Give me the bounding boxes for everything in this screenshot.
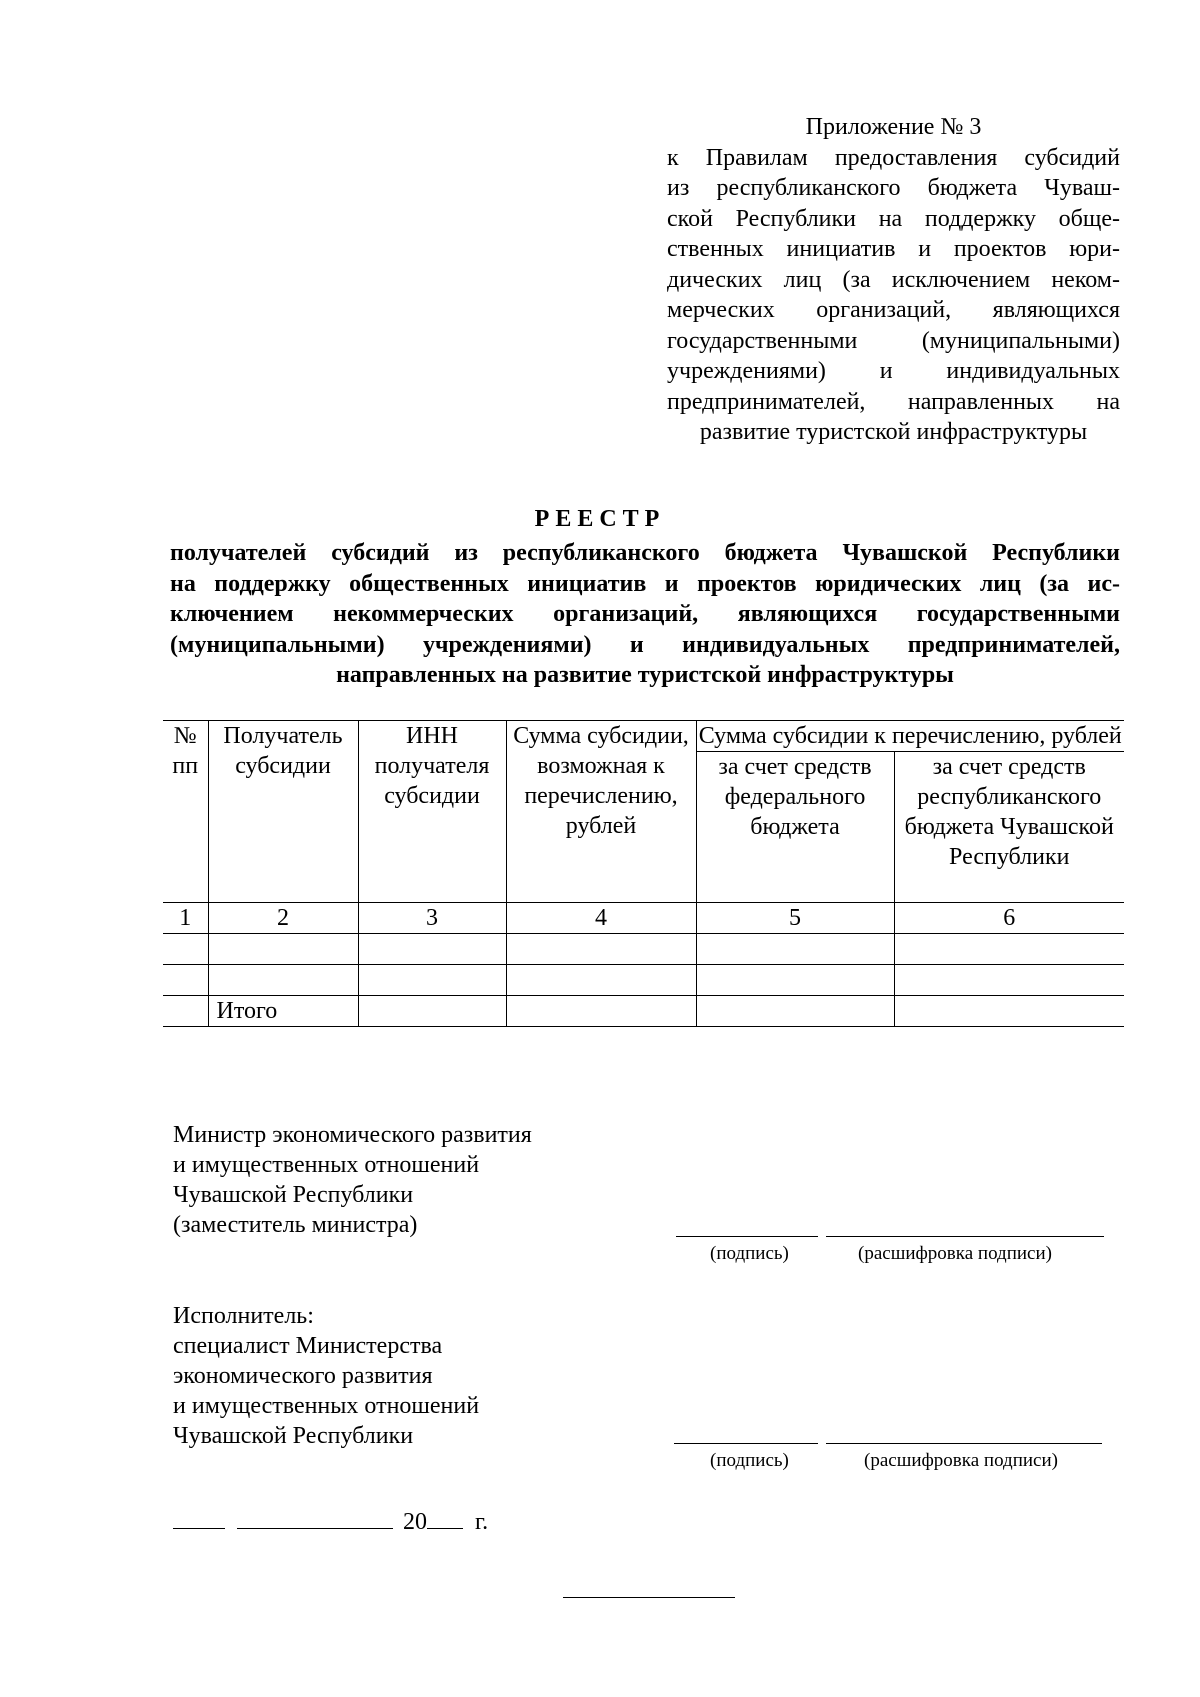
minister-line: Министр экономического развития (173, 1122, 532, 1148)
registry-subtitle-line: ключением некоммерческих организаций, являющихся государственными (170, 601, 1120, 627)
table-row (163, 934, 1124, 965)
table-cell (358, 934, 506, 965)
total-row (163, 996, 1124, 1027)
minister-decoding-caption: (расшифровка подписи) (858, 1243, 1052, 1264)
table-cell (358, 965, 506, 996)
table-cell (894, 934, 1124, 965)
table-cell (894, 996, 1124, 1027)
appendix-block (667, 112, 1120, 448)
column-number-row (163, 903, 1124, 934)
appendix-line: учреждениями) и индивидуальных (667, 358, 1120, 384)
header-republic: за счет средств республиканского бюджета Чувашской Республики (894, 752, 1124, 903)
date-year-prefix: 20 (403, 1509, 427, 1535)
appendix-line: ственных инициатив и проектов юри- (667, 236, 1120, 262)
table-cell (208, 934, 358, 965)
executor-decoding-caption: (расшифровка подписи) (864, 1450, 1058, 1471)
minister-block (173, 1120, 532, 1240)
total-label: Итого (208, 996, 358, 1027)
header-sum-possible: Сумма субсидии, возможная к перечислению, рублей (506, 721, 696, 903)
header-sum-transfer: Сумма субсидии к перечислению, рублей (696, 721, 1124, 752)
table-cell (163, 996, 208, 1027)
date-year-suffix: г. (475, 1509, 489, 1535)
executor-decoding-line (826, 1443, 1102, 1444)
executor-line: и имущественных отношений (173, 1393, 480, 1419)
table-cell (506, 965, 696, 996)
table-cell (163, 934, 208, 965)
table-cell (894, 965, 1124, 996)
date-day-blank (173, 1506, 225, 1529)
table-cell (696, 934, 894, 965)
executor-signature-line (674, 1443, 818, 1444)
header-num: № пп (163, 721, 208, 903)
registry-subtitle-line: на поддержку общественных инициатив и проектов юридических лиц (за ис- (170, 570, 1120, 597)
registry-subtitle (170, 538, 1120, 691)
appendix-line: дических лиц (за исключением неком- (667, 266, 1120, 293)
executor-line: Исполнитель: (173, 1303, 314, 1329)
minister-decoding-line (826, 1236, 1104, 1237)
appendix-line: к Правилам предоставления субсидий (667, 144, 1120, 171)
executor-line: специалист Министерства (173, 1333, 443, 1359)
appendix-line: развитие туристской инфраструктуры (699, 419, 1088, 445)
registry-subtitle-line: получателей субсидий из республиканского бюджета Чувашской Республики (170, 540, 1120, 566)
date-line (173, 1506, 488, 1537)
table-cell (358, 996, 506, 1027)
date-year-blank (427, 1506, 463, 1529)
table-header-row (163, 721, 1124, 752)
header-inn: ИНН получателя субсидии (358, 721, 506, 903)
registry-subtitle-line: (муниципальными) учреждениями) и индивидуальных предпринимателей, (170, 631, 1120, 658)
column-number: 6 (894, 903, 1124, 934)
executor-signature-caption: (подпись) (710, 1450, 789, 1471)
executor-line: экономического развития (173, 1363, 433, 1389)
minister-line: и имущественных отношений (173, 1152, 480, 1178)
header-recipient: Получатель субсидии (208, 721, 358, 903)
appendix-line: предпринимателей, направленных на (667, 388, 1120, 415)
registry-subtitle-line: направленных на развитие туристской инфраструктуры (336, 662, 954, 688)
executor-line: Чувашской Республики (173, 1423, 414, 1449)
column-number: 1 (163, 903, 208, 934)
appendix-number: Приложение № 3 (805, 114, 982, 140)
table-cell (208, 965, 358, 996)
table-cell (506, 996, 696, 1027)
column-number: 5 (696, 903, 894, 934)
footer-rule (563, 1597, 735, 1598)
column-number: 3 (358, 903, 506, 934)
column-number: 2 (208, 903, 358, 934)
column-number: 4 (506, 903, 696, 934)
executor-block (173, 1301, 479, 1451)
appendix-line: из республиканского бюджета Чуваш- (667, 175, 1120, 201)
appendix-line: ской Республики на поддержку обще- (667, 205, 1120, 232)
registry-table (163, 720, 1124, 1027)
table-cell (696, 996, 894, 1027)
table-row (163, 965, 1124, 996)
header-federal: за счет средств федерального бюджета (696, 752, 894, 903)
table-cell (696, 965, 894, 996)
table-cell (163, 965, 208, 996)
registry-title: РЕЕСТР (534, 506, 666, 532)
appendix-line: государственными (муниципальными) (667, 327, 1120, 354)
minister-line: (заместитель министра) (173, 1212, 418, 1238)
date-month-blank (237, 1506, 393, 1529)
minister-signature-caption: (подпись) (710, 1243, 789, 1264)
minister-signature-line (676, 1236, 818, 1237)
table-cell (506, 934, 696, 965)
minister-line: Чувашской Республики (173, 1182, 414, 1208)
appendix-line: мерческих организаций, являющихся (667, 297, 1120, 323)
